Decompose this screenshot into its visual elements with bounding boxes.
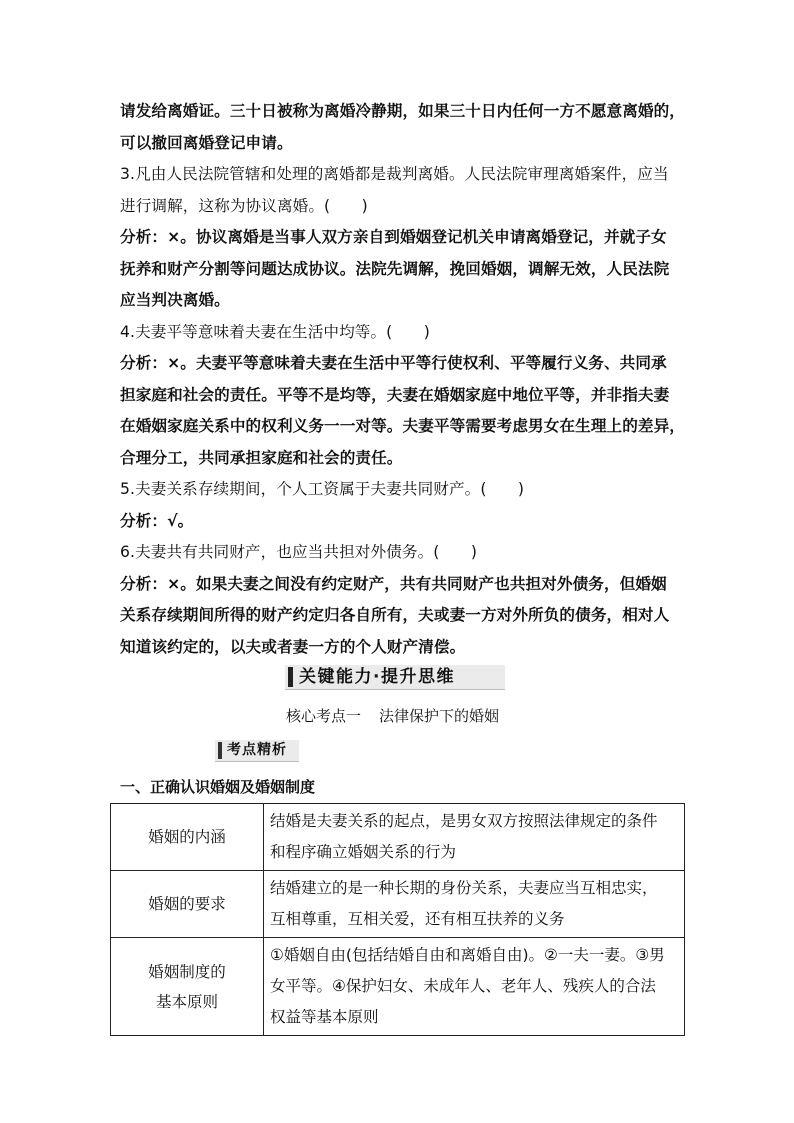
table-value-line: 结婚建立的是一种长期的身份关系，夫妻应当互相忠实， bbox=[270, 879, 658, 897]
analysis-6-line: 知道该约定的，以夫或者妻一方的个人财产清偿。 bbox=[120, 637, 466, 656]
table-key-cell bbox=[111, 804, 264, 871]
table-value-cell bbox=[264, 804, 685, 871]
table-value-line: 女平等。④保护妇女、未成年人、老年人、残疾人的合法 bbox=[270, 977, 656, 995]
sub-banner-title: 考点精析 bbox=[227, 742, 287, 758]
table-value-line: 互相尊重，互相关爱，还有相互扶养的义务 bbox=[270, 910, 565, 928]
table-key-cell bbox=[111, 871, 264, 938]
table-key: 婚姻的内涵 bbox=[148, 828, 226, 846]
core-topic-name: 法律保护下的婚姻 bbox=[379, 707, 500, 725]
banner-bar bbox=[288, 667, 293, 687]
question-6-line: 6.夫妻共有共同财产，也应当共担对外债务。( ) bbox=[120, 543, 478, 561]
analysis-4-line: 担家庭和社会的责任。平等不是均等，夫妻在婚姻家庭中地位平等，并非指夫妻 bbox=[120, 385, 670, 404]
table-value-cell bbox=[264, 938, 685, 1036]
analysis-4-line: 合理分工，共同承担家庭和社会的责任。 bbox=[120, 448, 403, 467]
table-row bbox=[111, 938, 685, 1036]
text-line: 可以撤回离婚登记申请。 bbox=[120, 133, 293, 152]
table-key: 婚姻的要求 bbox=[148, 895, 226, 913]
question-4-line: 4.夫妻平等意味着夫妻在生活中均等。( ) bbox=[120, 322, 430, 341]
body-text bbox=[120, 96, 684, 663]
core-topic-title bbox=[286, 705, 499, 727]
section-heading: 一、正确认识婚姻及婚姻制度 bbox=[120, 778, 316, 796]
analysis-4-line: 分析：×。夫妻平等意味着夫妻在生活中平等行使权利、平等履行义务、共同承 bbox=[120, 354, 667, 372]
table-row bbox=[111, 804, 685, 871]
analysis-4-line: 在婚姻家庭关系中的权利义务一一对等。夫妻平等需要考虑男女在生理上的差异， bbox=[120, 417, 685, 435]
table-value-line: 权益等基本原则 bbox=[270, 1008, 379, 1026]
analysis-3-line: 分析：×。协议离婚是当事人双方亲自到婚姻登记机关申请离婚登记，并就子女 bbox=[120, 228, 667, 246]
table-value-line: ①婚姻自由(包括结婚自由和离婚自由)。②一夫一妻。③男 bbox=[270, 946, 665, 964]
marriage-table bbox=[110, 803, 685, 1036]
table-key-cell bbox=[111, 938, 264, 1036]
sub-banner bbox=[215, 740, 299, 762]
question-5-line: 5.夫妻关系存续期间，个人工资属于夫妻共同财产。( ) bbox=[120, 480, 525, 498]
table-key: 基本原则 bbox=[155, 992, 218, 1011]
analysis-3-line: 抚养和财产分割等问题达成协议。法院先调解，挽回婚姻，调解无效，人民法院 bbox=[120, 259, 670, 278]
question-3-line: 3.凡由人民法院管辖和处理的离婚都是裁判离婚。人民法院审理离婚案件，应当 bbox=[120, 165, 669, 183]
table-row bbox=[111, 871, 685, 938]
core-topic-label: 核心考点一 bbox=[286, 707, 362, 725]
table-key: 婚姻制度的 bbox=[148, 962, 226, 981]
analysis-6-line: 关系存续期间所得的财产约定归各自所有，夫或妻一方对外所负的债务，相对人 bbox=[120, 606, 670, 624]
analysis-6-line: 分析：×。如果夫妻之间没有约定财产，共有共同财产也共担对外债务，但婚姻 bbox=[120, 574, 667, 593]
table-value-line: 结婚是夫妻关系的起点，是男女双方按照法律规定的条件 bbox=[270, 812, 658, 830]
table-value-cell bbox=[264, 871, 685, 938]
text-line: 请发给离婚证。三十日被称为离婚冷静期，如果三十日内任何一方不愿意离婚的， bbox=[120, 102, 685, 120]
table-value-line: 和程序确立婚姻关系的行为 bbox=[270, 843, 457, 861]
sub-banner-bar bbox=[218, 742, 222, 759]
analysis-5-line: 分析：√。 bbox=[120, 511, 194, 530]
question-3-line: 进行调解，这称为协议离婚。( ) bbox=[120, 196, 368, 215]
section-banner bbox=[285, 665, 505, 690]
section-banner-title: 关键能力·提升思维 bbox=[299, 667, 455, 687]
analysis-3-line: 应当判决离婚。 bbox=[120, 291, 230, 309]
